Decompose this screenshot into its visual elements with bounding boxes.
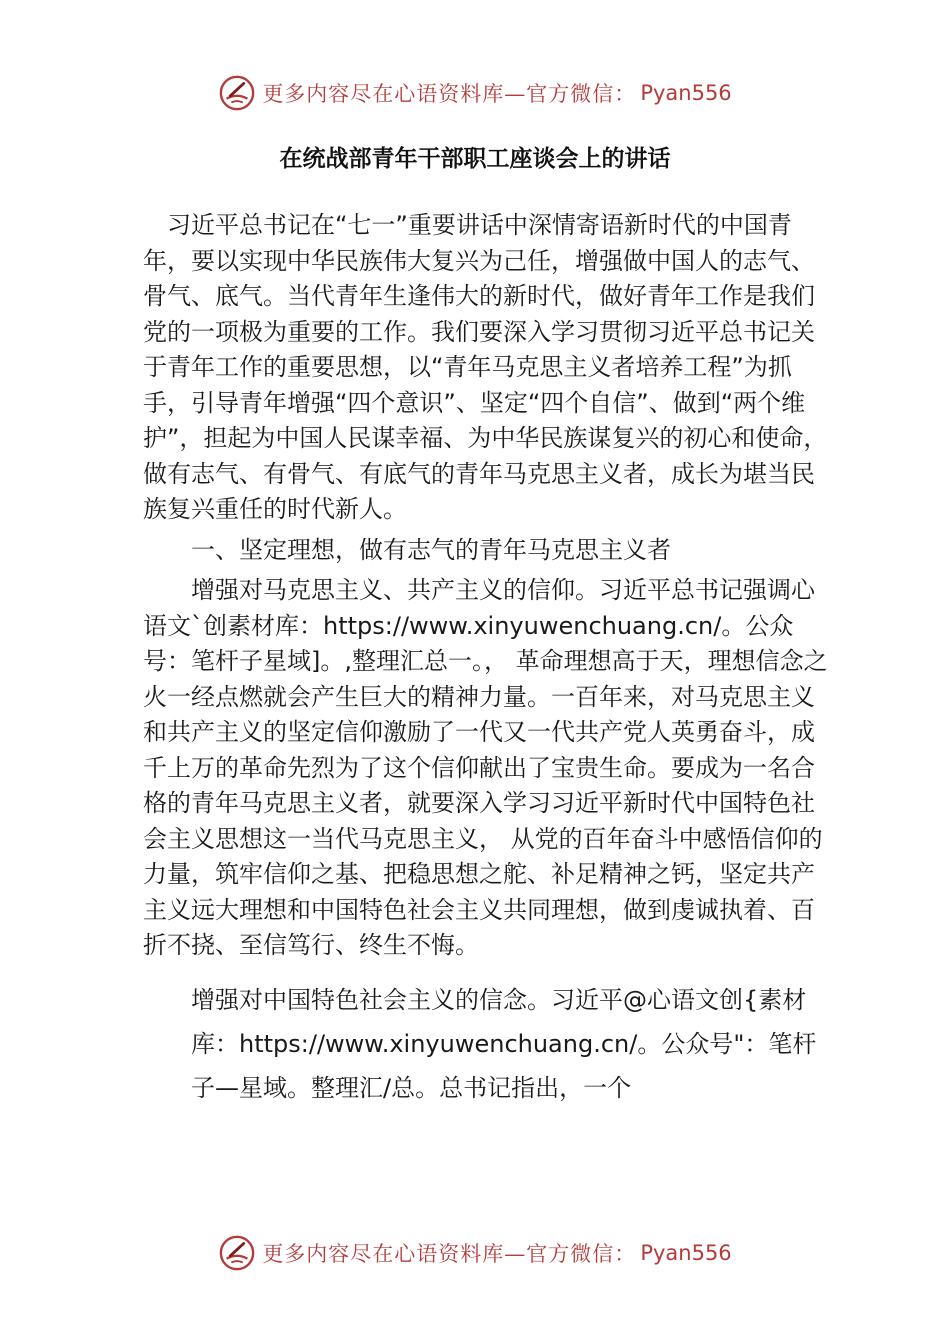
document-title: 在统战部青年干部职工座谈会上的讲话 [279, 146, 671, 172]
paragraph-belief-socialism: 增强对中国特色社会主义的信念。习近平@心语文创{素材库：https://www.xinyuwenchuang.cn/。公众号"：笔杆子—星域。整理汇/总。总书记指出，一个 [191, 985, 817, 1102]
footer-banner [0, 1228, 950, 1278]
banner-text: 更多内容尽在心语资料库—官方微信： [262, 1242, 637, 1266]
book-quill-logo-icon [218, 1234, 256, 1272]
banner-text: 更多内容尽在心语资料库—官方微信： [262, 82, 637, 106]
book-quill-logo-icon [218, 74, 256, 112]
paragraph-belief-communism: 增强对马克思主义、共产主义的信仰。习近平总书记强调心语文`创素材库：https://www.xinyuwenchuang.cn/。公众号：笔杆子星域]。,整理汇总一。， 革命理想高于天，理想信念之火一经点燃就会产生巨大的精神力量。一百年来，对马克思主义和共产主义的坚定信仰激励了一代又一代共产党人英勇奋斗，成千上万的革命先烈为了这个信仰献出了宝贵生命。要成为一名合格的青年马克思主义者，就要深入学习习近平新时代中国特色社会主义思想这一当代马克思主义， 从党的百年奋斗中感悟信仰的力量，筑牢信仰之基、把稳思想之舵、补足精神之钙，坚定共产主义远大理想和中国特色社会主义共同理想，做到虔诚执着、百折不挠、至信笃行、终生不悔。 [143, 576, 828, 959]
intro-paragraph: 习近平总书记在“七一”重要讲话中深情寄语新时代的中国青年，要以实现中华民族伟大复兴为己任，增强做中国人的志气、骨气、底气。当代青年生逢伟大的新时代，做好青年工作是我们党的一项极为重要的工作。我们要深入学习贯彻习近平总书记关于青年工作的重要思想，以“青年马克思主义者培养工程”为抓手，引导青年增强“四个意识”、坚定“四个自信”、做到“两个维护”，担起为中国人民谋幸福、为中华民族谋复兴的初心和使命，做有志气、有骨气、有底气的青年马克思主义者，成长为堪当民族复兴重任的时代新人。 [143, 211, 828, 523]
wechat-id: Pyan556 [640, 81, 732, 105]
document-body [143, 208, 833, 1110]
wechat-id: Pyan556 [640, 1241, 732, 1265]
header-banner [0, 68, 950, 118]
section-heading: 一、坚定理想，做有志气的青年马克思主义者 [191, 535, 671, 564]
